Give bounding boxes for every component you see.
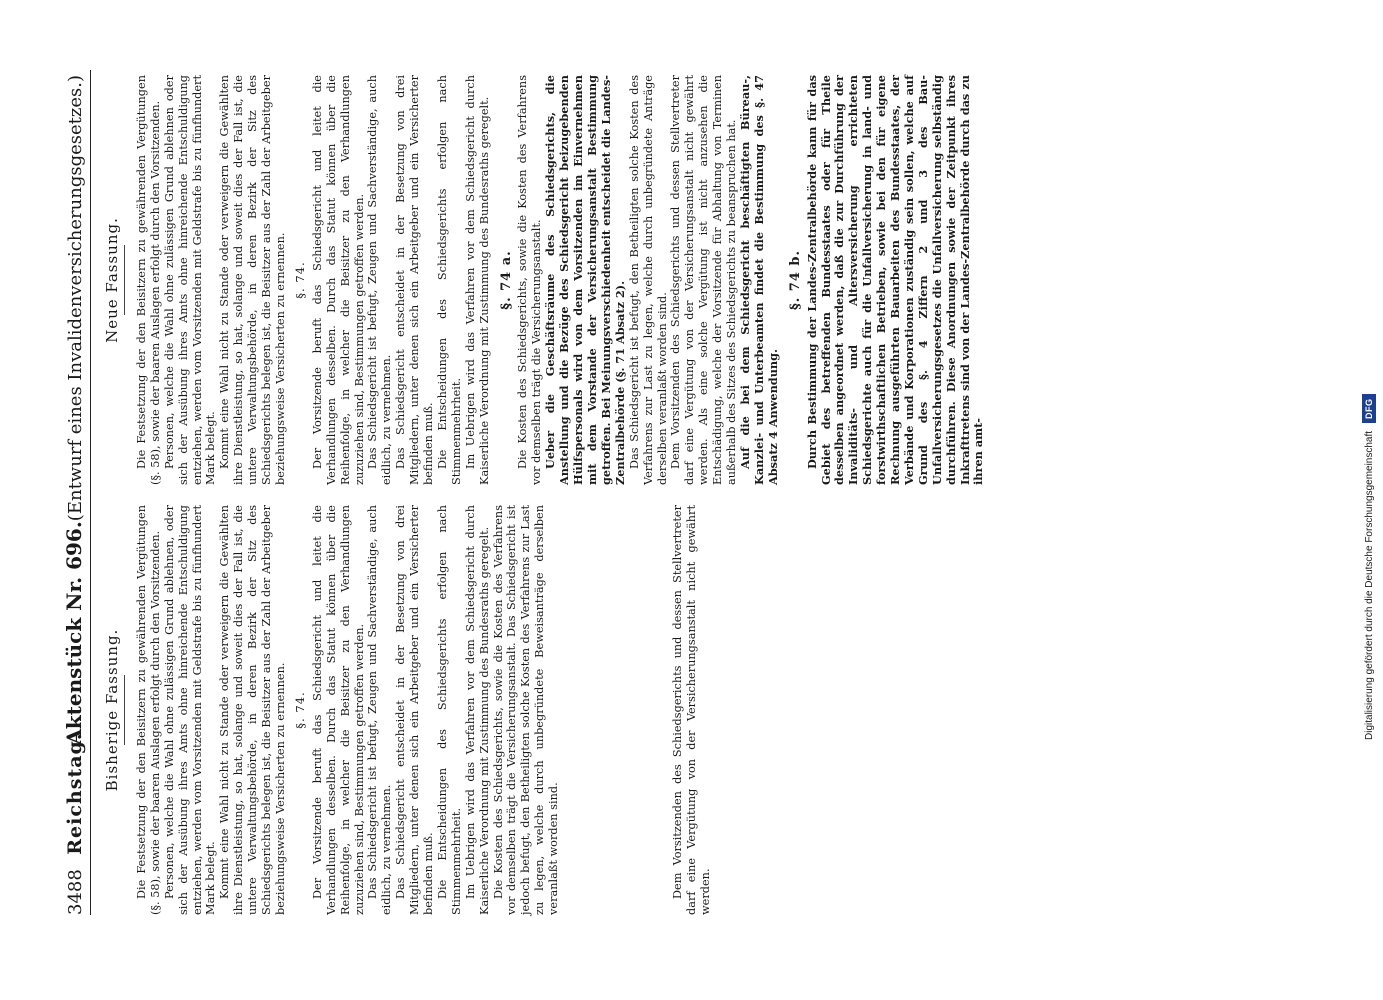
paragraph: Der Vorsitzende beruft das Schiedsgericht und leitet die Verhandlungen desselben. Durch das Statut können über die Reihenfolge, in welcher die Beisitzer zu den Verhandlungen zuzuziehen sind, Bestimmungen getroffen werden.	[310, 505, 366, 915]
paragraph: Das Schiedsgericht ist befugt, den Betheiligten solche Kosten des Verfahrens zur Last zu legen, welche durch unbegründete Anträge derselben veranlaßt worden sind.	[627, 75, 669, 485]
paragraph: Auf die bei dem Schiedsgericht beschäftigten Büreau-, Kanzlei- und Unterbeamten findet die Bestimmung des §. 47 Absatz 4 Anwendung.	[737, 75, 780, 485]
paragraph: Personen, welche die Wahl ohne zulässigen Grund ablehnen oder sich der Ausübung ihres Amts ohne hinreichende Entschuldigung entziehen, werden vom Vorsitzenden mit Geldstrafe bis zu fünfhundert Mark belegt.	[162, 75, 218, 485]
paragraph: Der Vorsitzende beruft das Schiedsgericht und leitet die Verhandlungen desselben. Durch das Statut können über die Reihenfolge, in welcher die Beisitzer zu den Verhandlungen zuzuziehen sind, Bestimmungen getroffen werden.	[310, 75, 366, 485]
paragraph: Kommt eine Wahl nicht zu Stande oder verweigern die Gewählten ihre Dienstleistung, so hat, solange und soweit dies der Fall ist, die untere Verwaltungsbehörde, in deren Bezirk der Sitz des Schiedsgerichts belegen ist, die Beisitzer aus der Zahl der Arbeitgeber beziehungsweise Versicherten zu ernennen.	[218, 75, 287, 485]
paragraph: Die Kosten des Schiedsgerichts, sowie die Kosten des Verfahrens vor demselben trägt die Versicherungsanstalt.	[516, 75, 544, 485]
section-heading: §. 74.	[292, 261, 307, 299]
right-column	[100, 75, 986, 485]
dfg-logo: DFG	[1362, 394, 1376, 423]
right-column-title: Neue Fassung.	[103, 217, 121, 343]
section-heading: §. 74.	[292, 691, 307, 729]
paragraph: Die Festsetzung der den Beisitzern zu gewährenden Vergütungen (§. 58), sowie der baaren Auslagen erfolgt durch den Vorsitzenden.	[134, 75, 162, 485]
paragraph: Die Entscheidungen des Schiedsgerichts erfolgen nach Stimmenmehrheit.	[435, 75, 463, 485]
digitization-credit	[1362, 394, 1376, 740]
paragraph: Personen, welche die Wahl ohne zulässigen Grund ablehnen, oder sich der Ausübung ihres Amts ohne hinreichende Entschuldigung entziehen, werden vom Vorsitzenden mit Geldstrafe bis zu fünfhundert Mark belegt.	[162, 505, 218, 915]
title-divider	[124, 675, 125, 745]
paragraph: Die Kosten des Schiedsgerichts, sowie die Kosten des Verfahrens vor demselben trägt die Versicherungsanstalt. Das Schiedsgericht ist jedoch befugt, den Betheiligten solche Kosten des Verfahrens zur Last zu legen, welche durch unbegründete Beweisanträge derselben veranlaßt worden sind.	[491, 505, 561, 915]
paragraph: Das Schiedsgericht ist befugt, Zeugen und Sachverständige, auch eidlich, zu vernehmen.	[366, 505, 394, 915]
paragraph: Die Festsetzung der den Beisitzern zu gewährenden Vergütungen (§. 58), sowie der baaren Auslagen erfolgt durch den Vorsitzenden.	[134, 505, 162, 915]
section-heading: §. 74 b.	[787, 249, 803, 311]
left-column-title: Bisherige Fassung.	[103, 628, 121, 792]
paragraph: Ueber die Geschäftsräume des Schiedsgerichts, die Anstellung und die Bezüge des Schiedsgericht beizugebenden Hülfspersonals wird von dem Vorsitzenden im Einvernehmen mit dem Vorstande der Versicherungsanstalt Bestimmung getroffen. Bei Meinungsverschiedenheit entscheidet die Landes-Zentralbehörde (§. 71 Absatz 2).	[543, 75, 627, 485]
section-heading: §. 74 a.	[498, 250, 514, 310]
left-column	[100, 505, 713, 915]
paragraph: Das Schiedsgericht entscheidet in der Besetzung von drei Mitgliedern, unter denen sich ein Arbeitgeber und ein Versicherter befinden muß.	[394, 75, 436, 485]
paragraph: Das Schiedsgericht ist befugt, Zeugen und Sachverständige, auch eidlich, zu vernehmen.	[366, 75, 394, 485]
paragraph: Durch Bestimmung der Landes-Zentralbehörde kann für das Gebiet des betreffenden Bundesstaates oder für Theile desselben angeordnet werden, daß die zur Durchführung der Invaliditäts- und Altersversicherung errichteten Schiedsgerichte auch für die Unfallversicherung in land- und forstwirthschaftlichen Betrieben, sowie bei den für eigene Rechnung ausgeführten Bauarbeiten des Bundesstaates, der Verbände und Korporationen zuständig sein sollen, welche auf Grund des §. 4 Ziffern 2 und 3 des Bau-Unfallversicherungsgesetzes die Unfallversicherung selbständig durchführen. Diese Anordnungen sowie der Zeitpunkt ihres Inkrafttretens sind von der Landes-Zentralbehörde durch das zu ihren amt-	[804, 75, 986, 485]
header-rule	[90, 70, 91, 915]
paragraph: Kommt eine Wahl nicht zu Stande oder verweigern die Gewählten ihre Dienstleistung, so hat, solange und soweit dies der Fall ist, die untere Verwaltungsbehörde, in deren Bezirk der Sitz des Schiedsgerichts belegen ist, die Beisitzer aus der Zahl der Arbeitgeber beziehungsweise Versicherten zu ernennen.	[218, 505, 287, 915]
paragraph: Im Uebrigen wird das Verfahren vor dem Schiedsgericht durch Kaiserliche Verordnung mit Zustimmung des Bundesraths geregelt.	[463, 75, 491, 485]
credit-text: Digitalisierung gefördert durch die Deutsche Forschungsgemeinschaft	[1363, 430, 1375, 740]
paragraph: Das Schiedsgericht entscheidet in der Besetzung von drei Mitgliedern, unter denen sich ein Arbeitgeber und ein Versicherter befinden muß.	[394, 505, 436, 915]
header-document-number: Aktenstück Nr. 696.	[62, 521, 86, 745]
title-divider	[124, 245, 125, 315]
header-subtitle: (Entwurf eines Invalidenversicherungsgesetzes.)	[65, 75, 86, 522]
paragraph: Dem Vorsitzenden des Schiedsgerichts und dessen Stellvertreter darf eine Vergütung von der Versicherungsanstalt nicht gewährt werden. Als eine solche Vergütung ist nicht anzusehen die Entschädigung, welche der Vorsitzende für Abhaltung von Terminen außerhalb des Sitzes des Schiedsgerichts zu beanspruchen hat.	[669, 75, 739, 485]
paragraph: Im Uebrigen wird das Verfahren vor dem Schiedsgericht durch Kaiserliche Verordnung mit Zustimmung des Bundesraths geregelt.	[463, 505, 491, 915]
page-header	[62, 75, 86, 915]
page-number: 3488	[65, 869, 86, 915]
paragraph: Dem Vorsitzenden des Schiedsgerichts und dessen Stellvertreter darf eine Vergütung von der Versicherungsanstalt nicht gewährt werden.	[671, 505, 712, 915]
spacer	[561, 505, 671, 915]
header-reichstag: Reichstag.	[64, 732, 86, 855]
paragraph: Die Entscheidungen des Schiedsgerichts erfolgen nach Stimmenmehrheit.	[435, 505, 463, 915]
